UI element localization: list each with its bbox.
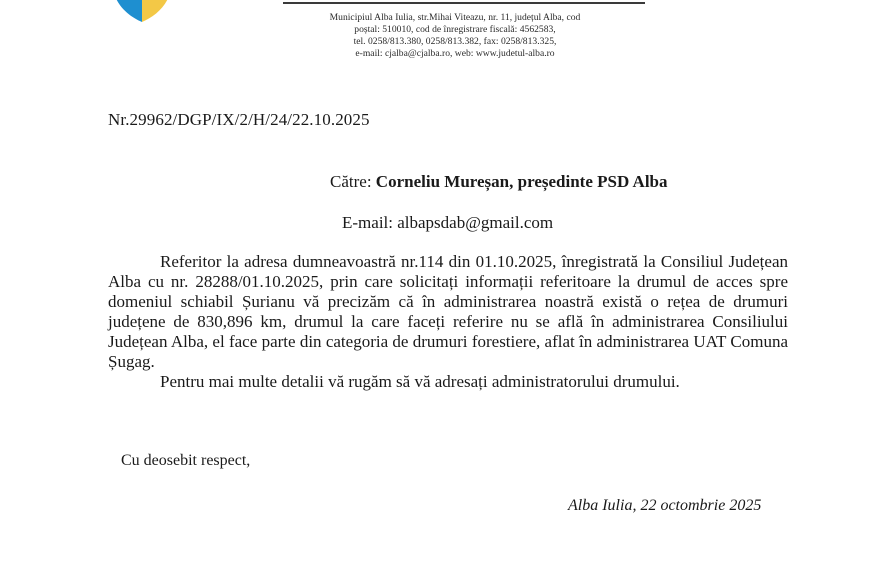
letter-body (108, 252, 788, 392)
registration-number: Nr.29962/DGP/IX/2/H/24/22.10.2025 (108, 110, 370, 129)
institution-address (300, 12, 610, 60)
recipient-name: Corneliu Mureșan, președinte PSD Alba (375, 172, 668, 191)
address-line: poștal: 510010, cod de înregistrare fiscală: 4562583, (354, 24, 556, 35)
email-value: albapsdab@gmail.com (397, 213, 554, 232)
county-crest-icon (110, 0, 174, 22)
recipient-email-line (342, 213, 553, 233)
place-and-date: Alba Iulia, 22 octombrie 2025 (568, 497, 762, 514)
recipient-label: Către: (330, 172, 372, 191)
closing-salutation: Cu deosebit respect, (121, 452, 251, 469)
email-label: E-mail: (342, 213, 393, 232)
address-line: Municipiul Alba Iulia, str.Mihai Viteazu, nr. 11, județul Alba, cod (329, 12, 581, 23)
body-paragraph: Referitor la adresa dumneavoastră nr.114 din 01.10.2025, înregistrată la Consiliul Județean Alba cu nr. 28288/01.10.2025, prin care solicitați informații referitoare la drumul de acces spre domeniul schiabil Șurianu vă precizăm că în administrarea noastră există o rețea de drumuri județene de 830,896 km, drumul la care faceți referire nu se află în administrarea Consiliului Județean Alba, el face parte din categoria de drumuri forestiere, aflat în administrarea UAT Comuna Șugag. (108, 252, 788, 371)
address-line: tel. 0258/813.380, 0258/813.382, fax: 0258/813.325, (353, 36, 557, 47)
header-divider (283, 2, 645, 4)
address-line: e-mail: cjalba@cjalba.ro, web: www.judetul-alba.ro (355, 48, 555, 59)
body-paragraph: Pentru mai multe detalii vă rugăm să vă adresați administratorului drumului. (160, 372, 680, 391)
recipient-line (330, 172, 668, 192)
